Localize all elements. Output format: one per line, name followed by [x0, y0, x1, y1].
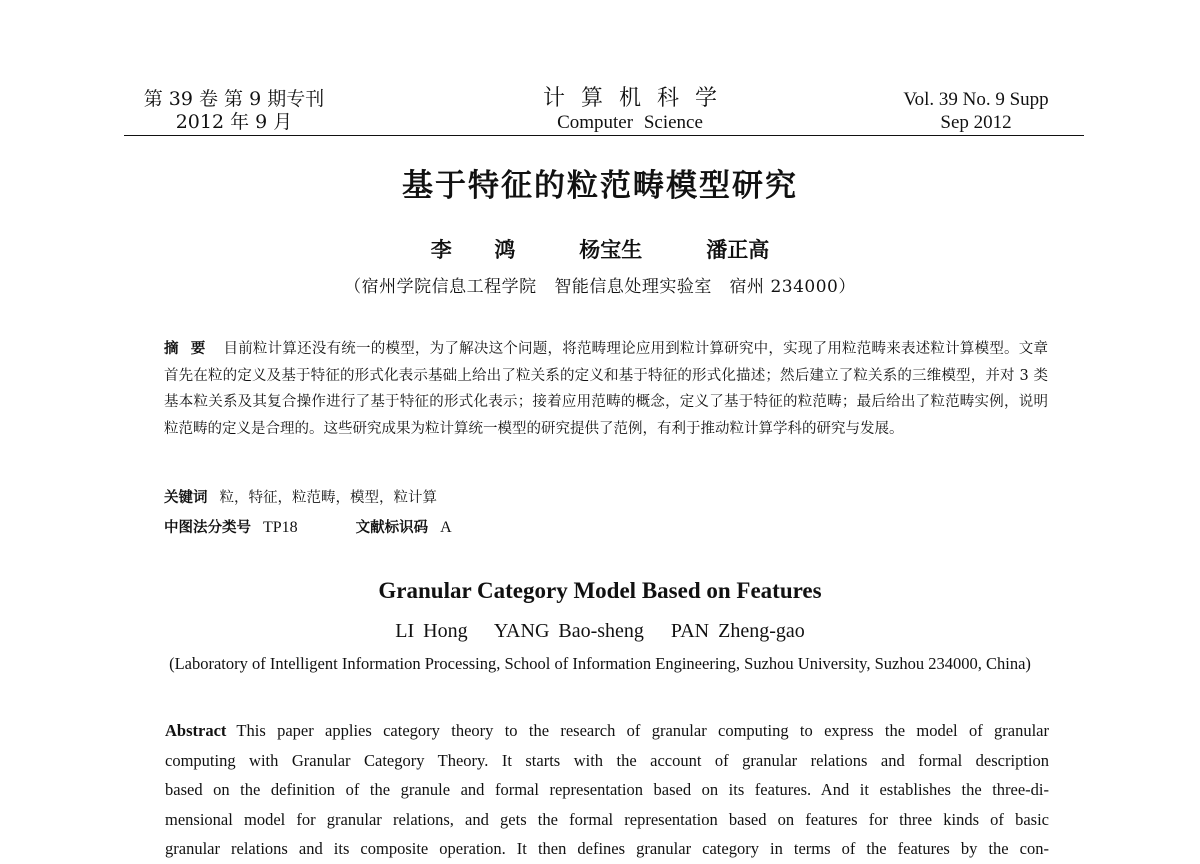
abstract-en-line: mensional model for granular relations, and gets the formal representation based on features for three kinds of basic	[165, 809, 1049, 829]
issue-date-line: 2012 年 9 月	[175, 111, 293, 133]
authors-en: LI Hong YANG Bao-sheng PAN Zheng-gao	[395, 620, 805, 642]
authors-cn: 李 鸿 杨宝生 潘正高	[430, 238, 770, 262]
abstract-en	[165, 716, 1049, 864]
doc-code-label: 文献标识码	[355, 520, 429, 536]
clc-label: 中图法分类号	[164, 520, 251, 536]
abstract-cn-label: 摘要	[164, 341, 218, 357]
classification-line	[164, 515, 1048, 541]
paper-title-en: Granular Category Model Based on Features	[378, 578, 822, 603]
journal-volume-en	[866, 88, 1086, 134]
keywords-text: 粒，特征，粒范畴，模型，粒计算	[219, 490, 437, 506]
abstract-en-line: computing with Granular Category Theory. It starts with the account of granular relations and formal description	[165, 750, 1049, 770]
paper-title-cn: 基于特征的粒范畴模型研究	[402, 168, 798, 204]
volume-en-line: Vol. 39 No. 9 Supp	[903, 89, 1049, 110]
keywords-cn	[164, 485, 1048, 511]
journal-volume-issue	[124, 88, 344, 134]
header-rule	[124, 135, 1084, 136]
abstract-cn	[164, 336, 1048, 442]
abstract-en-line: granular relations and its composite operation. It then defines granular category in terms of the features by the con-	[165, 839, 1049, 858]
affiliation-en: (Laboratory of Intelligent Information Processing, School of Information Engineering, Suzhou University, Suzhou 234000, China)	[169, 654, 1031, 673]
journal-name-en: Computer Science	[557, 112, 703, 133]
abstract-en-line-text: This paper applies category theory to the research of granular computing to express the model of granular	[236, 721, 1049, 740]
doc-code-value: A	[440, 519, 452, 536]
abstract-en-label: Abstract	[165, 721, 227, 740]
abstract-cn-text: 目前粒计算还没有统一的模型，为了解决这个问题，将范畴理论应用到粒计算研究中，实现了用粒范畴来表述粒计算模型。文章首先在粒的定义及基于特征的形式化表示基础上给出了粒关系的定义和基于特征的形式化描述；然后建立了粒关系的三维模型，并对 3 类基本粒关系及其复合操作进行了基于特征的形式化表示；接着应用范畴的概念，定义了基于特征的粒范畴；最后给出了粒范畴实例，说明粒范畴的定义是合理的。这些研究成果为粒计算统一模型的研究提供了范例，有利于推动粒计算学科的研究与发展。	[164, 341, 1049, 437]
date-en-line: Sep 2012	[940, 112, 1012, 133]
keywords-label: 关键词	[164, 490, 208, 506]
clc-value: TP18	[263, 519, 298, 536]
journal-name-cn: 计算机科学	[542, 86, 733, 111]
journal-name	[480, 86, 780, 134]
abstract-en-line: based on the definition of the granule and formal representation based on its features. And it establishes the three-di-	[165, 780, 1049, 799]
volume-issue-line: 第 39 卷 第 9 期专刊	[143, 88, 325, 110]
affiliation-cn: （宿州学院信息工程学院 智能信息处理实验室 宿州 234000）	[344, 277, 856, 297]
abstract-en-line	[165, 716, 1049, 746]
